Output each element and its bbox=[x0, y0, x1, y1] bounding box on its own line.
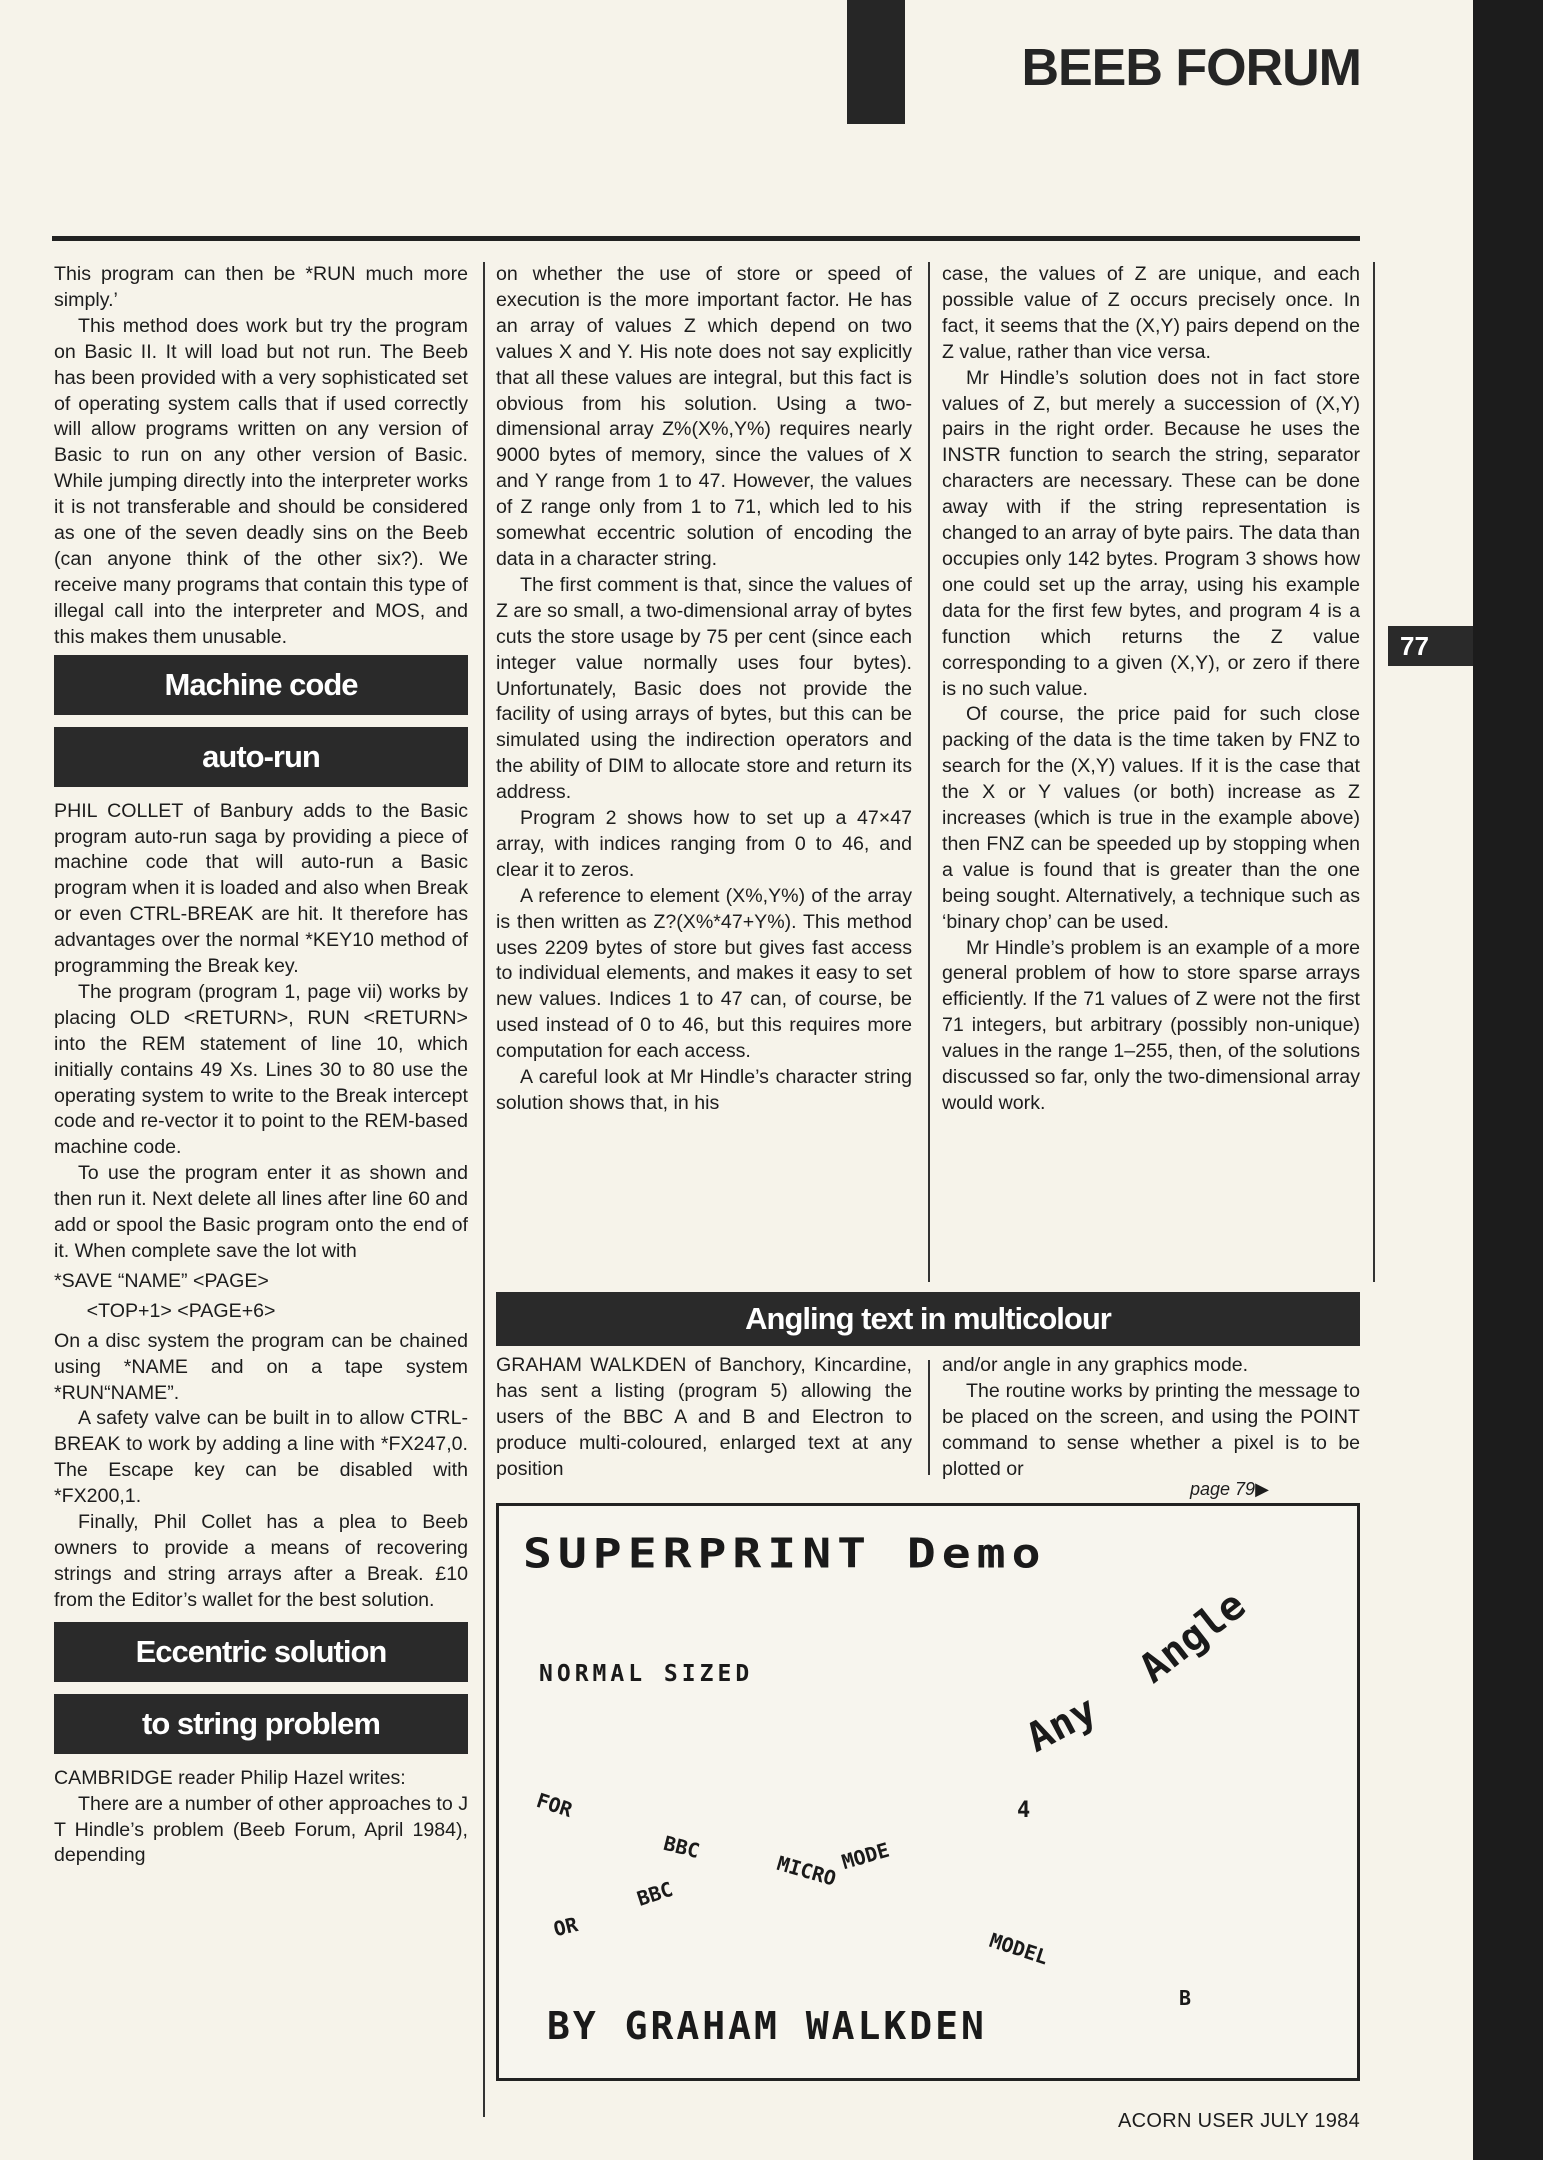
page-number: 77 bbox=[1388, 626, 1473, 666]
subheading: to string problem bbox=[54, 1694, 468, 1754]
demo-four: 4 bbox=[1017, 1798, 1031, 1823]
paragraph: A careful look at Mr Hindle’s character string solution shows that, in his bbox=[496, 1066, 912, 1114]
header-bar bbox=[847, 0, 905, 124]
angling-left-text bbox=[496, 1353, 912, 1483]
demo-or: OR bbox=[551, 1912, 581, 1942]
paragraph: A reference to element (X%,Y%) of the array is then written as Z?(X%*47+Y%). This method uses 2209 bytes of store but gives fast access to individual elements, and makes it easy to set new values. Indices 1 to 47 can, of course, be used instead of 0 to 46, but this requires more computation for each access. bbox=[496, 884, 912, 1063]
column-1 bbox=[54, 262, 468, 1869]
column-rule bbox=[928, 1360, 930, 1475]
demo-byline: BY GRAHAM WALKDEN bbox=[547, 2004, 987, 2048]
paragraph: Finally, Phil Collet has a plea to Beeb owners to provide a means of recovering strings and string arrays after a Break. £10 from the Editor’s wallet for the best solution. bbox=[54, 1511, 468, 1611]
code-line: *SAVE “NAME” <PAGE> bbox=[54, 1269, 269, 1292]
header-rule bbox=[52, 236, 1360, 241]
paragraph: Of course, the price paid for such close packing of the data is the time taken by FNZ to search for the (X,Y) values. If it is the case that the X or Y values (or both) increase as Z increases (which is true in the example above) then FNZ can be speeded up by stopping when a value is found that is greater than the one being sought. Alternatively, a technique such as ‘binary chop’ can be used. bbox=[942, 703, 1360, 933]
demo-any: Any bbox=[1019, 1687, 1105, 1762]
demo-bbc-1: BBC bbox=[661, 1831, 703, 1864]
paragraph: GRAHAM WALKDEN of Banchory, Kincardine, has sent a listing (program 5) allowing the users of the BBC A and B and Electron to produce multi-coloured, enlarged text at any position bbox=[496, 1354, 912, 1480]
angling-right-text bbox=[942, 1353, 1360, 1483]
column-rule bbox=[1373, 262, 1375, 1282]
paragraph: There are a number of other approaches to J T Hindle’s problem (Beeb Forum, April 1984), depending bbox=[54, 1792, 468, 1867]
paragraph: case, the values of Z are unique, and each possible value of Z occurs precisely once. In fact, it seems that the (X,Y) pairs depend on the Z value, rather than vice versa. bbox=[942, 263, 1360, 363]
demo-micro: MICRO bbox=[774, 1851, 839, 1891]
column-rule bbox=[928, 262, 930, 1282]
paragraph: CAMBRIDGE reader Philip Hazel writes: bbox=[54, 1766, 406, 1789]
continued-link: page 79▶ bbox=[1190, 1479, 1269, 1499]
subheading: auto-run bbox=[54, 727, 468, 787]
demo-model: MODEL bbox=[986, 1928, 1052, 1970]
footer: ACORN USER JULY 1984 bbox=[1118, 2110, 1361, 2132]
paragraph: To use the program enter it as shown and then run it. Next delete all lines after line 60 and add or spool the Basic program onto the end of it. When complete save the lot with bbox=[54, 1162, 468, 1262]
demo-mode: MODE bbox=[839, 1837, 892, 1875]
paragraph: This method does work but try the program on Basic II. It will load but not run. The Beeb has been provided with a very sophisticated set of operating system calls that if used correctly will allow programs written on any version of Basic to run on any other version of Basic. While jumping directly into the interpreter works it is not transferable and should be considered as one of the seven deadly sins on the Beeb (can anyone think of the other six?). We receive many programs that contain this type of illegal call into the interpreter and MOS, and this makes them unusable. bbox=[54, 314, 468, 648]
column-3 bbox=[942, 262, 1360, 1117]
column-2 bbox=[496, 262, 912, 1117]
paragraph: A safety valve can be built in to allow CTRL-BREAK to work by adding a line with *FX247,0. The Escape key can be disabled with *FX200,1. bbox=[54, 1407, 468, 1508]
paragraph: Mr Hindle’s problem is an example of a more general problem of how to store sparse arrays efficiently. If the 71 values of Z were not the first 71 integers, but arbitrary (possibly non-unique) values in the range 1–255, then, of the solutions discussed so far, only the two-dimensional array would work. bbox=[942, 936, 1360, 1114]
paragraph: On a disc system the program can be chained using *NAME and on a tape system *RUN“NAME”. bbox=[54, 1329, 468, 1404]
paragraph: The routine works by printing the message to be placed on the screen, and using the POINT command to sense whether a pixel is to be plotted or bbox=[942, 1379, 1360, 1480]
paragraph: and/or angle in any graphics mode. bbox=[942, 1354, 1249, 1376]
paragraph: on whether the use of store or speed of execution is the more important factor. He has an array of values Z which depend on two values X and Y. His note does not say explicitly that all these values are integral, but this fact is obvious from his solution. Using a two-dimensional array Z%(X%,Y%) requires nearly 9000 bytes of memory, since the values of X and Y range from 1 to 47. However, the values of Z range only from 1 to 71, which led to his somewhat eccentric solution of encoding the data in a character string. bbox=[496, 263, 912, 570]
demo-for: FOR bbox=[533, 1788, 576, 1822]
code-line: <TOP+1> <PAGE+6> bbox=[54, 1299, 276, 1322]
paragraph: The first comment is that, since the values of Z are so small, a two-dimensional array of bytes cuts the store usage by 75 per cent (since each integer value normally uses four bytes). Unfortunately, Basic does not provide the facility of using arrays of bytes, but this can be simulated using the indirection operators and the ability of DIM to allocate store and return its address. bbox=[496, 573, 912, 804]
subheading: Eccentric solution bbox=[54, 1622, 468, 1682]
demo-normal-sized: NORMAL SIZED bbox=[539, 1661, 754, 1687]
paragraph: This program can then be *RUN much more simply.’ bbox=[54, 263, 468, 311]
page-edge-shadow bbox=[1473, 0, 1543, 2160]
paragraph: PHIL COLLET of Banbury adds to the Basic program auto-run saga by providing a piece of machine code that will auto-run a Basic program when it is loaded and also when Break or even CTRL-BREAK are hit. It therefore has advantages over the normal *KEY10 method of programming the Break key. bbox=[54, 799, 468, 978]
demo-angle: Angle bbox=[1131, 1581, 1255, 1693]
demo-title: SUPERPRINT Demo bbox=[523, 1530, 1047, 1578]
demo-b: B bbox=[1179, 1986, 1192, 2010]
angling-heading: Angling text in multicolour bbox=[496, 1292, 1360, 1346]
superprint-screenshot bbox=[496, 1503, 1360, 2081]
paragraph: Mr Hindle’s solution does not in fact store values of Z, but merely a succession of (X,Y) pairs in the right order. Because he uses the INSTR function to search the string, separator characters are necessary. These can be done away with if the string representation is changed to an array of byte pairs. The data than occupies only 142 bytes. Program 3 shows how one could set up the array, using his example data for the first few bytes, and program 4 is a function which returns the Z value corresponding to a given (X,Y), or zero if there is no such value. bbox=[942, 366, 1360, 700]
paragraph: The program (program 1, page vii) works by placing OLD <RETURN>, RUN <RETURN> into the REM statement of line 10, which initially contains 49 Xs. Lines 30 to 80 use the operating system to write to the Break intercept code and re-vector it to point to the REM-based machine code. bbox=[54, 980, 468, 1159]
column-rule bbox=[483, 262, 485, 2117]
subheading: Machine code bbox=[54, 655, 468, 715]
demo-bbc-2: BBC bbox=[634, 1876, 676, 1911]
section-title: BEEB FORUM bbox=[1021, 39, 1361, 97]
paragraph: Program 2 shows how to set up a 47×47 array, with indices ranging from 0 to 46, and clear it to zeros. bbox=[496, 807, 912, 881]
